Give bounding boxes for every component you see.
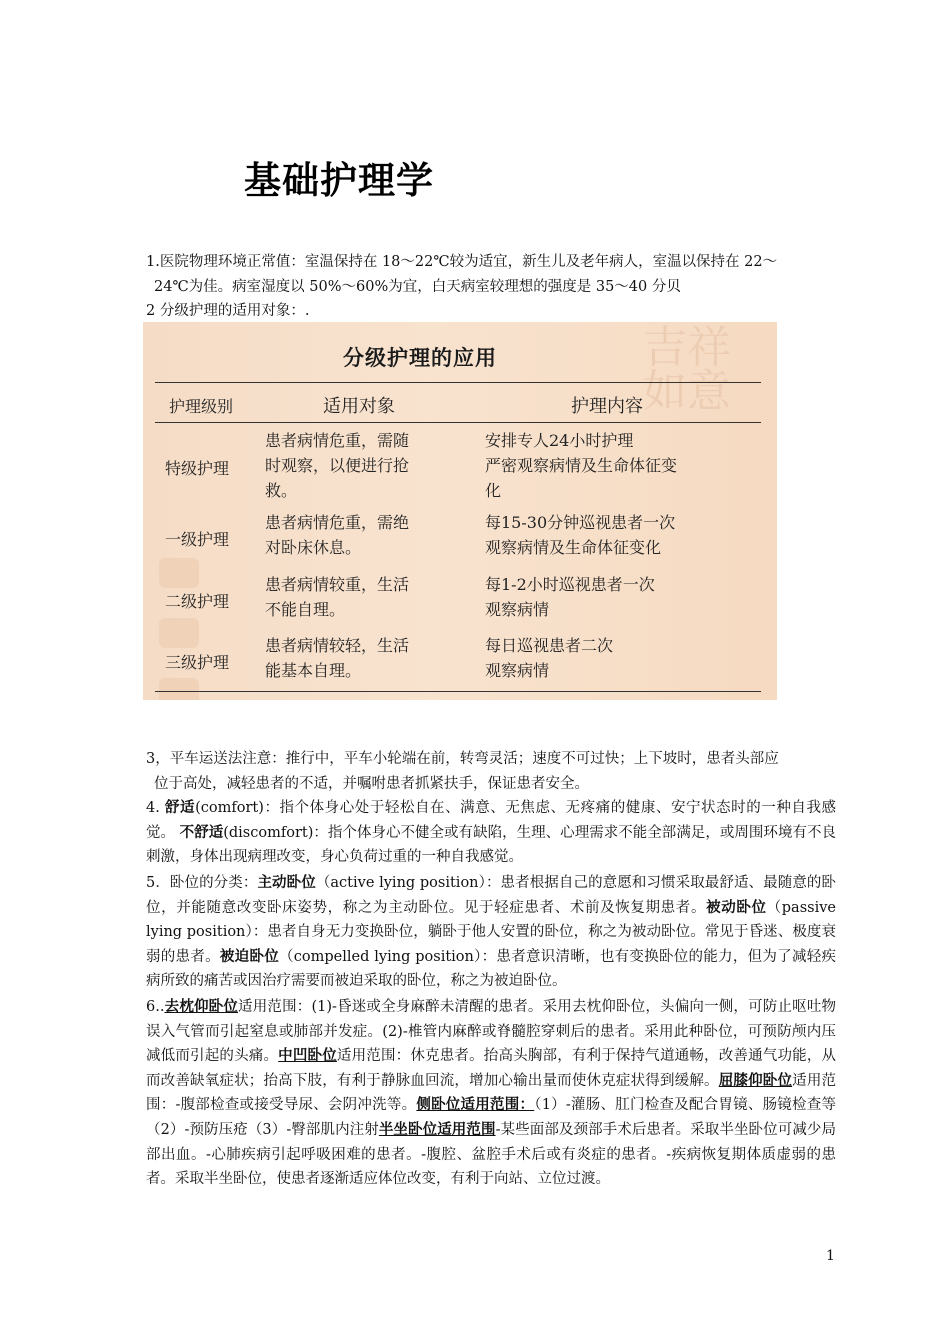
row-3-target-line: 患者病情较重，生活 <box>265 575 410 594</box>
paragraph-6 <box>146 995 836 1192</box>
text-run: (comfort)：指个体身心处于轻松自在、满意、无焦虑、无疼痛的健康、安宁状态时的一种自我感觉。 <box>146 800 837 841</box>
row-3-level: 二级护理 <box>165 592 230 611</box>
term-comfort: 舒适 <box>165 799 196 816</box>
row-2-level: 一级护理 <box>165 530 230 549</box>
text-run: 4. <box>146 800 165 816</box>
table-header-rule <box>155 422 761 423</box>
table-title: 分级护理的应用 <box>343 346 497 370</box>
paragraph-2: 2 分级护理的适用对象：. <box>146 303 310 320</box>
decorative-stamp <box>159 618 199 648</box>
row-4-content-line: 每日巡视患者二次 <box>485 636 614 655</box>
row-1-content-line: 严密观察病情及生命体征变 <box>485 456 678 475</box>
row-1-target-line: 救。 <box>265 481 298 500</box>
text-run: 6.. <box>146 999 165 1015</box>
row-1-level: 特级护理 <box>165 459 230 478</box>
decorative-stamp <box>159 558 199 588</box>
row-4-content-line: 观察病情 <box>485 661 550 680</box>
text-run: 适用范围：休克患者。抬高头胸部，有利于保持气道通畅，改善通气功能，从而改善缺氧症状；抬高下肢，有利于静脉血回流，增加心输出量而使休克症状得到缓解。 <box>146 1048 837 1089</box>
text-run: （passive lying position）：患者自身无力变换卧位，躺卧于他人安置的卧位，称之为被动卧位。常见于昏迷、极度衰弱的患者。 <box>146 899 836 965</box>
decorative-seal: 吉祥 如意 <box>643 322 731 417</box>
document-title: 基础护理学 <box>244 159 434 202</box>
row-4-target-line: 患者病情较轻，生活 <box>265 636 410 655</box>
row-2-content-line: 每15-30分钟巡视患者一次 <box>485 513 676 532</box>
table-bottom-rule <box>155 691 761 692</box>
row-1-target-line: 时观察，以便进行抢 <box>265 456 410 475</box>
row-1-target <box>265 428 409 503</box>
table-header-level: 护理级别 <box>169 397 234 416</box>
paragraph-4 <box>146 796 836 870</box>
text-run: 适用范围：-腹部检查或接受导尿、会阴冲洗等。 <box>146 1072 837 1114</box>
row-4-target-line: 能基本自理。 <box>265 661 362 680</box>
text-run: （compelled lying position）：患者意识清晰，也有变换卧位的能力，但为了减轻疾病所致的痛苦或因治疗需要而被迫采取的卧位，称之为被迫卧位。 <box>146 948 837 990</box>
row-3-content-line: 每1-2小时巡视患者一次 <box>485 575 655 594</box>
term-knee-flexed-supine: 屈膝仰卧位 <box>718 1071 793 1089</box>
row-2-content <box>485 510 675 560</box>
term-lateral-position: 侧卧位适用范围： <box>416 1096 535 1114</box>
paragraph-1-line-2: 24℃为佳。病室湿度以 50%～60%为宜，白天病室较理想的强度是 35～40 分贝 <box>154 278 681 295</box>
nursing-level-table-image <box>143 322 777 700</box>
table-top-rule <box>155 382 761 383</box>
row-3-target <box>265 572 409 622</box>
term-discomfort: 不舒适 <box>179 823 224 841</box>
text-run: 5．卧位的分类： <box>146 875 258 891</box>
paragraph-3 <box>146 747 836 796</box>
text-run: (discomfort)：指个体身心不健全或有缺陷，生理、心理需求不能全部满足，或周围环境有不良刺激，身体出现病理改变，身心负荷过重的一种自我感觉。 <box>146 824 837 866</box>
row-4-content <box>485 633 613 683</box>
decorative-stamp <box>159 678 199 700</box>
text-run: （active lying position）：患者根据自己的意愿和习惯采取最舒适、最随意的卧位，并能随意改变卧床姿势，称之为主动卧位。见于轻症患者、术前及恢复期患者。 <box>146 875 836 916</box>
row-1-content-line: 化 <box>485 481 502 500</box>
page-number: 1 <box>826 1248 835 1264</box>
term-active-lying: 主动卧位 <box>257 874 316 891</box>
row-3-content-line: 观察病情 <box>485 600 550 619</box>
row-1-content-line: 安排专人24小时护理 <box>485 431 634 450</box>
row-4-target <box>265 633 409 683</box>
text-run: （1）-灌肠、肛门检查及配合胃镜、肠镜检查等（2）-预防压疮（3）-臀部肌内注射 <box>146 1097 836 1138</box>
term-supine-no-pillow: 去枕仰卧位 <box>164 998 239 1015</box>
table-header-target: 适用对象 <box>323 396 395 417</box>
row-3-content <box>485 572 655 622</box>
term-trendelenburg-modified: 中凹卧位 <box>278 1047 337 1065</box>
term-passive-lying: 被动卧位 <box>706 898 767 916</box>
paragraph-3-line-2: 位于高处，减轻患者的不适，并嘱咐患者抓紧扶手，保证患者安全。 <box>154 775 589 792</box>
row-2-target <box>265 510 409 560</box>
row-4-level: 三级护理 <box>165 653 230 672</box>
text-run: -某些面部及颈部手术后患者。采取半坐卧位可减少局部出血。-心肺疾病引起呼吸困难的患者。-腹腔、盆腔手术后或有炎症的患者。-疾病恢复期体质虚弱的患者。采取半坐卧位，使患者逐渐适应体位改变，有利于向站、立位过渡。 <box>146 1121 836 1188</box>
paragraph-1-line-1: 1.医院物理环境正常值：室温保持在 18～22℃较为适宜，新生儿及老年病人，室温以保持在 22～ <box>146 254 778 270</box>
row-2-target-line: 患者病情危重，需绝 <box>265 513 410 532</box>
paragraph-3-line-1: 3，平车运送法注意：推行中，平车小轮端在前，转弯灵活；速度不可过快；上下坡时，患者头部应 <box>146 751 779 767</box>
row-1-content <box>485 428 677 503</box>
paragraph-1 <box>146 250 836 324</box>
table-header-content: 护理内容 <box>571 396 643 417</box>
row-2-target-line: 对卧床休息。 <box>265 538 362 557</box>
paragraph-5 <box>146 871 836 994</box>
row-3-target-line: 不能自理。 <box>265 600 346 619</box>
text-run: 适用范围：(1)-昏迷或全身麻醉未清醒的患者。采用去枕仰卧位，头偏向一侧，可防止呕吐物误入气管而引起窒息或肺部并发症。(2)-椎管内麻醉或脊髓腔穿刺后的患者。采用此种卧位，可预防颅内压减低而引起的头痛。 <box>146 999 837 1065</box>
term-semi-fowler: 半坐卧位适用范围 <box>378 1120 496 1138</box>
row-1-target-line: 患者病情危重，需随 <box>265 431 410 450</box>
term-compelled-lying: 被迫卧位 <box>219 947 279 965</box>
row-2-content-line: 观察病情及生命体征变化 <box>485 538 662 557</box>
